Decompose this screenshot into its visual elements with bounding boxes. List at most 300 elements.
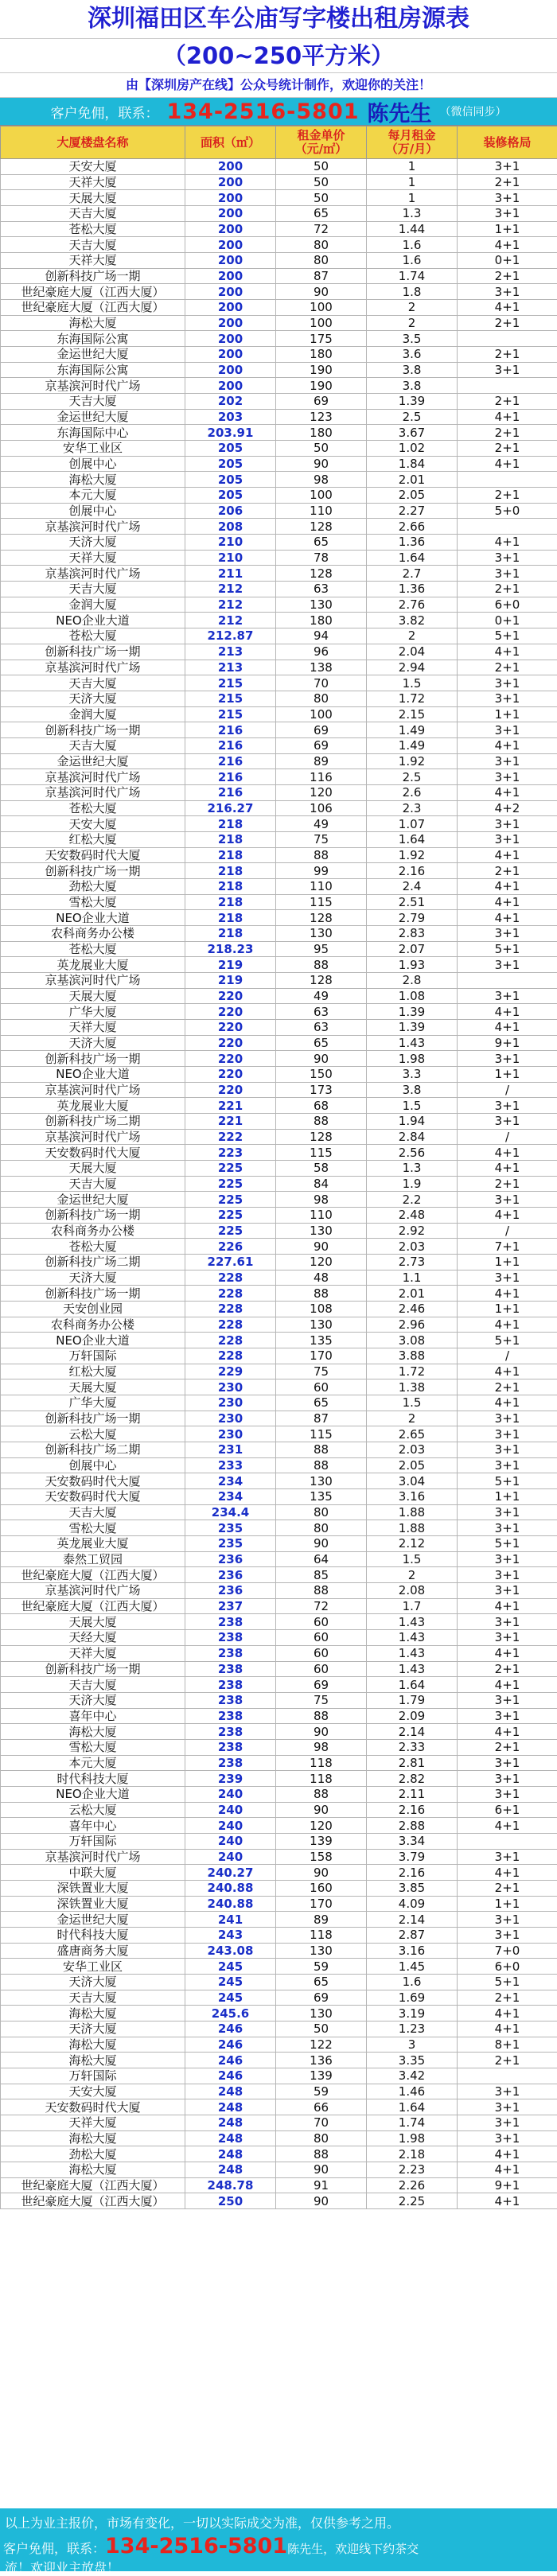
monthly-rent-cell: 3.16: [367, 1489, 458, 1505]
building-name-cell: 京基滨河时代广场: [1, 1129, 185, 1145]
table-row: [1, 1035, 557, 1051]
monthly-rent-cell: 2.76: [367, 597, 458, 613]
layout-cell: 3+1: [458, 2084, 557, 2099]
layout-cell: 1+1: [458, 1255, 557, 1270]
footer-disclaimer: 以上为业主报价，市场有变化，一切以实际成交为准，仅供参考之用。: [0, 2508, 557, 2532]
building-name-cell: 天吉大厦: [1, 394, 185, 410]
unit-price-cell: 150: [276, 1066, 367, 1082]
building-name-cell: 云松大厦: [1, 1802, 185, 1818]
table-row: [1, 1708, 557, 1724]
table-row: [1, 1583, 557, 1599]
monthly-rent-cell: 2.92: [367, 1223, 458, 1239]
area-cell: 225: [185, 1161, 276, 1177]
unit-price-cell: 88: [276, 957, 367, 973]
monthly-rent-cell: 2.16: [367, 863, 458, 879]
area-cell: 248: [185, 2084, 276, 2099]
monthly-rent-cell: 2.27: [367, 503, 458, 519]
layout-cell: 2+1: [458, 660, 557, 675]
table-row: [1, 1051, 557, 1067]
building-name-cell: 创展中心: [1, 503, 185, 519]
area-cell: 218: [185, 831, 276, 847]
building-name-cell: 海松大厦: [1, 2053, 185, 2068]
building-name-cell: 天安创业园: [1, 1302, 185, 1317]
layout-cell: 4+1: [458, 1395, 557, 1411]
table-row: [1, 1661, 557, 1677]
unit-price-cell: 88: [276, 1457, 367, 1473]
table-row: [1, 1818, 557, 1834]
monthly-rent-cell: 1.3: [367, 1161, 458, 1177]
monthly-rent-cell: 2.5: [367, 769, 458, 785]
table-row: [1, 1066, 557, 1082]
building-name-cell: 天济大厦: [1, 2021, 185, 2037]
layout-cell: 4+1: [458, 894, 557, 910]
table-header-row: [1, 126, 557, 159]
monthly-rent-cell: 3.8: [367, 378, 458, 394]
area-cell: 200: [185, 300, 276, 316]
building-name-cell: 雪松大厦: [1, 1520, 185, 1536]
table-row: [1, 409, 557, 425]
table-row: [1, 472, 557, 488]
layout-cell: [458, 519, 557, 535]
building-name-cell: 金运世纪大厦: [1, 409, 185, 425]
table-row: [1, 2068, 557, 2084]
building-name-cell: 天祥大厦: [1, 2115, 185, 2130]
monthly-rent-cell: 2.79: [367, 910, 458, 926]
table-row: [1, 519, 557, 535]
unit-price-cell: 118: [276, 1771, 367, 1787]
layout-cell: 4+1: [458, 2146, 557, 2162]
monthly-rent-cell: 2.15: [367, 706, 458, 722]
layout-cell: 3+1: [458, 1504, 557, 1520]
building-name-cell: 天吉大厦: [1, 582, 185, 597]
unit-price-cell: 88: [276, 2146, 367, 2162]
monthly-rent-cell: 1.9: [367, 1176, 458, 1192]
area-cell: 234.4: [185, 1504, 276, 1520]
monthly-rent-cell: 2: [367, 1567, 458, 1583]
table-row: [1, 1004, 557, 1020]
building-name-cell: 天展大厦: [1, 190, 185, 206]
area-cell: 222: [185, 1129, 276, 1145]
layout-cell: 3+1: [458, 1426, 557, 1442]
layout-cell: 1+1: [458, 1066, 557, 1082]
table-row: [1, 1333, 557, 1348]
building-name-cell: 京基滨河时代广场: [1, 1082, 185, 1098]
unit-price-cell: 60: [276, 1630, 367, 1646]
table-row: [1, 1692, 557, 1708]
building-name-cell: 京基滨河时代广场: [1, 519, 185, 535]
monthly-rent-cell: 3.79: [367, 1849, 458, 1865]
monthly-rent-cell: 2.94: [367, 660, 458, 675]
unit-price-cell: 60: [276, 1614, 367, 1630]
unit-price-cell: 65: [276, 1974, 367, 1990]
layout-cell: 9+1: [458, 2177, 557, 2193]
table-row: [1, 1255, 557, 1270]
notice-text: 由【深圳房产在线】公众号统计制作，欢迎你的关注！: [0, 73, 557, 98]
building-name-cell: 安华工业区: [1, 441, 185, 457]
building-name-cell: 红松大厦: [1, 1364, 185, 1379]
building-name-cell: 万轩国际: [1, 1348, 185, 1364]
layout-cell: 1+1: [458, 221, 557, 237]
monthly-rent-cell: 1.74: [367, 268, 458, 284]
building-name-cell: 苍松大厦: [1, 941, 185, 957]
layout-cell: 4+1: [458, 878, 557, 894]
area-cell: 237: [185, 1598, 276, 1614]
layout-cell: 4+1: [458, 2193, 557, 2209]
monthly-rent-cell: 3.04: [367, 1473, 458, 1489]
column-header-unit-price: 租金单价 （元/㎡）: [276, 126, 367, 159]
area-cell: 238: [185, 1677, 276, 1693]
column-header-building: 大厦楼盘名称: [1, 126, 185, 159]
table-row: [1, 2099, 557, 2115]
area-cell: 230: [185, 1426, 276, 1442]
area-cell: 236: [185, 1551, 276, 1567]
monthly-rent-cell: 1: [367, 190, 458, 206]
area-cell: 228: [185, 1302, 276, 1317]
unit-price-cell: 100: [276, 300, 367, 316]
building-name-cell: 天济大厦: [1, 1974, 185, 1990]
monthly-rent-cell: 3.35: [367, 2053, 458, 2068]
layout-cell: 3+1: [458, 362, 557, 378]
area-cell: 239: [185, 1771, 276, 1787]
unit-price-cell: 72: [276, 221, 367, 237]
area-cell: 200: [185, 190, 276, 206]
building-name-cell: 本元大厦: [1, 488, 185, 504]
unit-price-cell: 90: [276, 2162, 367, 2178]
area-cell: 213: [185, 644, 276, 660]
area-cell: 248: [185, 2146, 276, 2162]
unit-price-cell: 130: [276, 597, 367, 613]
building-name-cell: 天吉大厦: [1, 737, 185, 753]
monthly-rent-cell: 1.43: [367, 1035, 458, 1051]
area-cell: 228: [185, 1348, 276, 1364]
area-cell: 243: [185, 1927, 276, 1943]
layout-cell: [458, 378, 557, 394]
building-name-cell: 金运世纪大厦: [1, 753, 185, 769]
monthly-rent-cell: 2: [367, 628, 458, 644]
building-name-cell: 英龙展业大厦: [1, 1536, 185, 1552]
monthly-rent-cell: 2.03: [367, 1239, 458, 1255]
layout-cell: 7+1: [458, 1239, 557, 1255]
building-name-cell: 创新科技广场二期: [1, 1255, 185, 1270]
unit-price-cell: 135: [276, 1489, 367, 1505]
layout-cell: 4+1: [458, 1208, 557, 1224]
layout-cell: 3+1: [458, 566, 557, 582]
area-cell: 229: [185, 1364, 276, 1379]
area-cell: 240.88: [185, 1896, 276, 1912]
layout-cell: [458, 331, 557, 347]
area-cell: 218: [185, 894, 276, 910]
area-cell: 205: [185, 488, 276, 504]
building-name-cell: 深铁置业大厦: [1, 1896, 185, 1912]
building-name-cell: 天济大厦: [1, 1035, 185, 1051]
table-row: [1, 1302, 557, 1317]
table-row: [1, 1442, 557, 1458]
layout-cell: 5+1: [458, 941, 557, 957]
unit-price-cell: 59: [276, 2084, 367, 2099]
area-cell: 219: [185, 972, 276, 988]
table-row: [1, 675, 557, 691]
unit-price-cell: 123: [276, 409, 367, 425]
building-name-cell: 金润大厦: [1, 597, 185, 613]
building-name-cell: 时代科技大厦: [1, 1771, 185, 1787]
table-row: [1, 1567, 557, 1583]
building-name-cell: 海松大厦: [1, 2162, 185, 2178]
listing-table: [0, 126, 557, 2209]
unit-price-cell: 180: [276, 425, 367, 441]
unit-price-cell: 130: [276, 1317, 367, 1333]
unit-price-cell: 63: [276, 582, 367, 597]
layout-cell: 3+1: [458, 1786, 557, 1802]
table-row: [1, 800, 557, 816]
building-name-cell: 时代科技大厦: [1, 1927, 185, 1943]
monthly-rent-cell: 2.88: [367, 1818, 458, 1834]
table-body: [1, 159, 557, 2209]
monthly-rent-cell: 3.16: [367, 1943, 458, 1959]
building-name-cell: 天展大厦: [1, 1161, 185, 1177]
layout-cell: 3+1: [458, 1270, 557, 1286]
phone-number[interactable]: 134-2516-5801: [166, 99, 359, 124]
table-row: [1, 769, 557, 785]
layout-cell: 2+1: [458, 1880, 557, 1896]
layout-cell: 1+1: [458, 1302, 557, 1317]
monthly-rent-cell: 1.39: [367, 394, 458, 410]
unit-price-cell: 90: [276, 284, 367, 300]
column-header-layout: 装修格局: [458, 126, 557, 159]
monthly-rent-cell: 2.07: [367, 941, 458, 957]
building-name-cell: 京基滨河时代广场: [1, 769, 185, 785]
building-name-cell: 红松大厦: [1, 831, 185, 847]
unit-price-cell: 190: [276, 362, 367, 378]
table-row: [1, 831, 557, 847]
layout-cell: 3+1: [458, 2099, 557, 2115]
layout-cell: 5+1: [458, 1974, 557, 1990]
monthly-rent-cell: 2.16: [367, 1802, 458, 1818]
unit-price-cell: 65: [276, 535, 367, 551]
building-name-cell: 天安数码时代大厦: [1, 1489, 185, 1505]
contact-name: 陈先生: [368, 96, 432, 127]
building-name-cell: 天祥大厦: [1, 550, 185, 566]
area-cell: 211: [185, 566, 276, 582]
unit-price-cell: 70: [276, 2115, 367, 2130]
unit-price-cell: 60: [276, 1645, 367, 1661]
area-cell: 216: [185, 753, 276, 769]
layout-cell: 3+1: [458, 1583, 557, 1599]
building-name-cell: 创新科技广场一期: [1, 1208, 185, 1224]
page-title: 深圳福田区车公庙写字楼出租房源表: [0, 0, 557, 39]
area-cell: 240: [185, 1818, 276, 1834]
unit-price-cell: 66: [276, 2099, 367, 2115]
unit-price-cell: 88: [276, 1442, 367, 1458]
table-row: [1, 941, 557, 957]
building-name-cell: NEO企业大道: [1, 1066, 185, 1082]
table-row: [1, 1161, 557, 1177]
layout-cell: 4+1: [458, 1724, 557, 1740]
monthly-rent-cell: 2.8: [367, 972, 458, 988]
layout-cell: 8+1: [458, 2037, 557, 2053]
building-name-cell: 东海国际公寓: [1, 331, 185, 347]
unit-price-cell: 63: [276, 1019, 367, 1035]
monthly-rent-cell: 3.19: [367, 2006, 458, 2021]
table-row: [1, 1098, 557, 1114]
layout-cell: 4+1: [458, 784, 557, 800]
area-cell: 240.88: [185, 1880, 276, 1896]
unit-price-cell: 130: [276, 1943, 367, 1959]
monthly-rent-cell: 1: [367, 174, 458, 190]
monthly-rent-cell: 1.02: [367, 441, 458, 457]
building-name-cell: 广华大厦: [1, 1004, 185, 1020]
monthly-rent-cell: 2.66: [367, 519, 458, 535]
building-name-cell: 中联大厦: [1, 1865, 185, 1881]
unit-price-cell: 135: [276, 1333, 367, 1348]
unit-price-cell: 136: [276, 2053, 367, 2068]
monthly-rent-cell: 1.64: [367, 1677, 458, 1693]
building-name-cell: 劲松大厦: [1, 878, 185, 894]
area-cell: 200: [185, 268, 276, 284]
layout-cell: 6+1: [458, 1802, 557, 1818]
table-row: [1, 613, 557, 628]
unit-price-cell: 115: [276, 1426, 367, 1442]
monthly-rent-cell: 1.6: [367, 1974, 458, 1990]
unit-price-cell: 72: [276, 1598, 367, 1614]
building-name-cell: 天吉大厦: [1, 675, 185, 691]
monthly-rent-cell: 1.5: [367, 1098, 458, 1114]
table-row: [1, 1849, 557, 1865]
monthly-rent-cell: 1.39: [367, 1019, 458, 1035]
area-cell: 200: [185, 378, 276, 394]
layout-cell: 3+1: [458, 1192, 557, 1208]
layout-cell: 5+1: [458, 1536, 557, 1552]
table-row: [1, 1724, 557, 1740]
unit-price-cell: 180: [276, 613, 367, 628]
monthly-rent-cell: 4.09: [367, 1896, 458, 1912]
layout-cell: 4+1: [458, 1019, 557, 1035]
table-row: [1, 2177, 557, 2193]
table-row: [1, 331, 557, 347]
area-cell: 238: [185, 1755, 276, 1771]
building-name-cell: 海松大厦: [1, 2130, 185, 2146]
table-row: [1, 2006, 557, 2021]
unit-price-cell: 63: [276, 1004, 367, 1020]
unit-price-cell: 75: [276, 1692, 367, 1708]
unit-price-cell: 95: [276, 941, 367, 957]
table-row: [1, 1865, 557, 1881]
area-cell: 205: [185, 472, 276, 488]
monthly-rent-cell: 2.01: [367, 472, 458, 488]
layout-cell: 9+1: [458, 1035, 557, 1051]
layout-cell: 2+1: [458, 1661, 557, 1677]
table-row: [1, 1489, 557, 1505]
area-cell: 240: [185, 1833, 276, 1849]
monthly-rent-cell: 3.8: [367, 1082, 458, 1098]
building-name-cell: 天祥大厦: [1, 174, 185, 190]
unit-price-cell: 80: [276, 2130, 367, 2146]
table-row: [1, 347, 557, 363]
area-cell: 246: [185, 2021, 276, 2037]
building-name-cell: 京基滨河时代广场: [1, 660, 185, 675]
unit-price-cell: 173: [276, 1082, 367, 1098]
building-name-cell: 世纪豪庭大厦（江西大厦）: [1, 2193, 185, 2209]
area-cell: 245: [185, 1990, 276, 2006]
building-name-cell: 创新科技广场二期: [1, 1442, 185, 1458]
unit-price-cell: 58: [276, 1161, 367, 1177]
monthly-rent-cell: 2.81: [367, 1755, 458, 1771]
area-cell: 238: [185, 1724, 276, 1740]
table-row: [1, 1739, 557, 1755]
building-name-cell: 创新科技广场二期: [1, 1113, 185, 1129]
table-row: [1, 394, 557, 410]
unit-price-cell: 106: [276, 800, 367, 816]
layout-cell: 2+1: [458, 1379, 557, 1395]
layout-cell: 3+1: [458, 206, 557, 222]
area-cell: 236: [185, 1583, 276, 1599]
monthly-rent-cell: 2.51: [367, 894, 458, 910]
unit-price-cell: 88: [276, 847, 367, 863]
area-cell: 240: [185, 1802, 276, 1818]
contact-label: 客户免佣，联系：: [50, 102, 158, 122]
area-cell: 245: [185, 1974, 276, 1990]
unit-price-cell: 69: [276, 394, 367, 410]
building-name-cell: 农科商务办公楼: [1, 925, 185, 941]
footer-contact-label: 客户免佣，联系：: [3, 2541, 105, 2556]
area-cell: 210: [185, 550, 276, 566]
unit-price-cell: 138: [276, 660, 367, 675]
footer-phone-number[interactable]: 134-2516-5801: [105, 2534, 287, 2558]
building-name-cell: 深铁置业大厦: [1, 1880, 185, 1896]
unit-price-cell: 190: [276, 378, 367, 394]
area-cell: 238: [185, 1630, 276, 1646]
unit-price-cell: 118: [276, 1927, 367, 1943]
table-row: [1, 2084, 557, 2099]
monthly-rent-cell: 1.6: [367, 237, 458, 253]
monthly-rent-cell: 2.96: [367, 1317, 458, 1333]
building-name-cell: 京基滨河时代广场: [1, 378, 185, 394]
table-row: [1, 2115, 557, 2130]
table-row: [1, 691, 557, 706]
monthly-rent-cell: 3.5: [367, 331, 458, 347]
unit-price-cell: 80: [276, 253, 367, 269]
table-row: [1, 1411, 557, 1426]
layout-cell: 5+1: [458, 1333, 557, 1348]
monthly-rent-cell: 1.5: [367, 675, 458, 691]
area-cell: 200: [185, 253, 276, 269]
table-row: [1, 1176, 557, 1192]
table-row: [1, 268, 557, 284]
table-row: [1, 1379, 557, 1395]
layout-cell: 4+2: [458, 800, 557, 816]
monthly-rent-cell: 1: [367, 159, 458, 175]
layout-cell: 5+0: [458, 503, 557, 519]
unit-price-cell: 110: [276, 503, 367, 519]
layout-cell: [458, 972, 557, 988]
layout-cell: 3+1: [458, 159, 557, 175]
monthly-rent-cell: 2.12: [367, 1536, 458, 1552]
area-cell: 218: [185, 816, 276, 832]
layout-cell: 4+1: [458, 1317, 557, 1333]
layout-cell: 3+1: [458, 1692, 557, 1708]
building-name-cell: 天吉大厦: [1, 206, 185, 222]
layout-cell: 4+1: [458, 1598, 557, 1614]
table-row: [1, 456, 557, 472]
monthly-rent-cell: 2: [367, 315, 458, 331]
unit-price-cell: 128: [276, 566, 367, 582]
layout-cell: 3+1: [458, 284, 557, 300]
building-name-cell: 天祥大厦: [1, 253, 185, 269]
layout-cell: 2+1: [458, 1990, 557, 2006]
layout-cell: 7+0: [458, 1943, 557, 1959]
monthly-rent-cell: 2.14: [367, 1912, 458, 1928]
unit-price-cell: 75: [276, 831, 367, 847]
unit-price-cell: 139: [276, 1833, 367, 1849]
